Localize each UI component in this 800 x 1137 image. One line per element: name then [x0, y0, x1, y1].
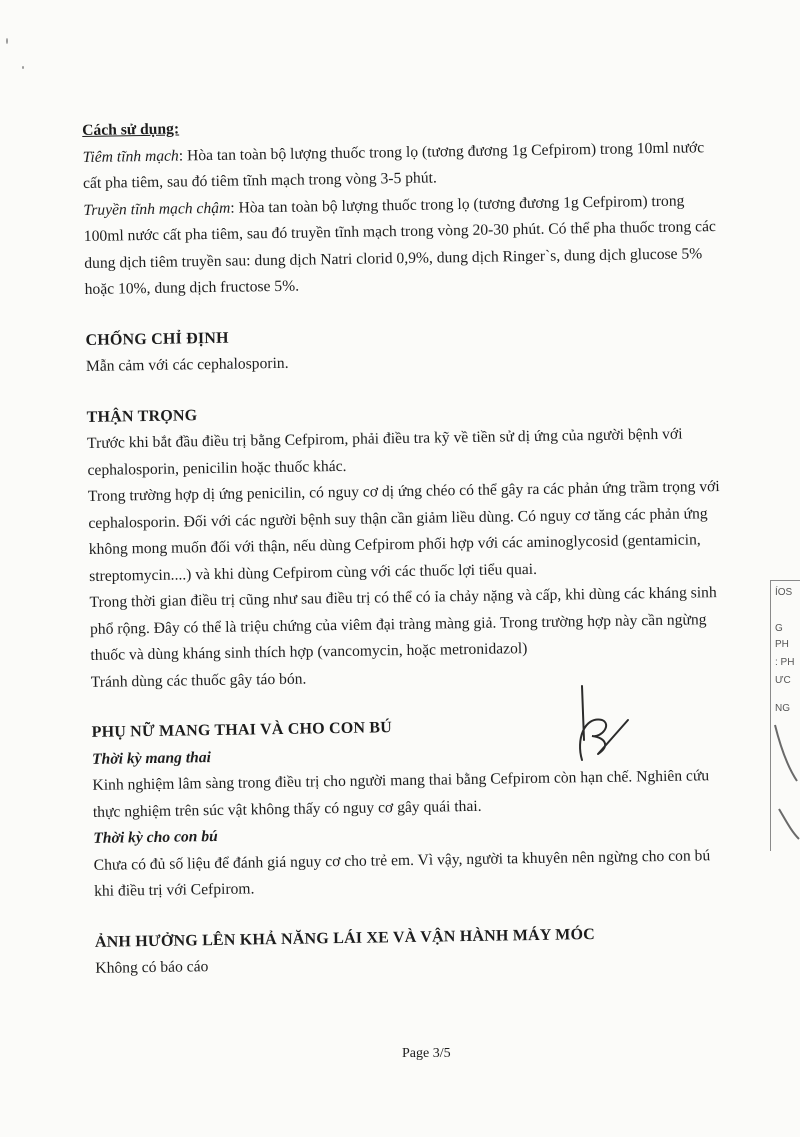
precautions-paragraph-3: Trong thời gian điều trị cũng như sau điều trị có thể có ỉa chảy nặng và cấp, khi dùng các kháng sinh phổ rộng. Đây có thể là triệu chứng của viêm đại tràng màng giả. Trong trường hợp này cần ngừng thuốc và dùng kháng sinh thích hợp (vancomycin, hoặc metronidazol)	[89, 584, 717, 664]
driving-heading: ẢNH HƯỞNG LÊN KHẢ NĂNG LÁI XE VÀ VẬN HÀNH MÁY MÓC	[94, 925, 596, 951]
precautions-paragraph-1: Trước khi bắt đầu điều trị bằng Cefpirom, phải điều tra kỹ về tiền sử dị ứng của người bệnh với cephalosporin, penicilin hoặc thuốc khác.	[86, 425, 683, 479]
usage-infusion-label: Truyền tĩnh mạch chậm	[83, 199, 231, 219]
scan-speck	[22, 66, 24, 69]
stamp-text-5: ƯC	[775, 675, 791, 686]
stamp-text-4: : PH	[775, 657, 795, 668]
usage-iv-text: : Hòa tan toàn bộ lượng thuốc trong lọ (tương đương 1g Cefpirom) trong 10ml nước cất pha tiêm, sau đó tiêm tĩnh mạch trong vòng 3-5 phút.	[82, 138, 705, 192]
lactation-subheading: Thời kỳ cho con bú	[93, 827, 218, 847]
document-body	[82, 108, 736, 982]
stamp-text-1: ÍOS	[775, 587, 793, 598]
stamp-text-2: G	[775, 623, 783, 634]
lactation-text: Chưa có đủ số liệu để đánh giá nguy cơ cho trẻ em. Vì vậy, người ta khuyên nên ngừng cho con bú khi điều trị với Cefpirom.	[93, 846, 711, 900]
precautions-heading: THẬN TRỌNG	[86, 406, 198, 426]
contraindications-text: Mẫn cảm với các cephalosporin.	[85, 354, 289, 375]
pregnancy-text: Kinh nghiệm lâm sàng trong điều trị cho người mang thai bằng Cefpirom còn hạn chế. Nghiên cứu thực nghiệm trên súc vật không thấy có nguy cơ gây quái thai.	[92, 767, 710, 821]
usage-iv-label: Tiêm tĩnh mạch	[82, 146, 179, 166]
usage-infusion-text: : Hòa tan toàn bộ lượng thuốc trong lọ (tương đương 1g Cefpirom) trong 100ml nước cất pha tiêm, sau đó truyền tĩnh mạch trong vòng 20-30 phút. Có thể pha thuốc trong các dung dịch tiêm truyền sau: dung dịch Natri clorid 0,9%, dung dịch Ringer`s, dung dịch glucose 5% hoặc 10%, dung dịch fructose 5%.	[83, 192, 717, 298]
precautions-paragraph-4: Tránh dùng các thuốc gây táo bón.	[90, 670, 307, 691]
usage-heading: Cách sử dụng:	[82, 120, 180, 139]
scan-speck	[6, 38, 8, 44]
pregnancy-heading: PHỤ NỮ MANG THAI VÀ CHO CON BÚ	[91, 719, 393, 741]
stamp-text-3: PH	[775, 639, 789, 650]
driving-text: Không có báo cáo	[95, 958, 209, 977]
usage-infusion-paragraph	[83, 187, 725, 303]
signature-mark	[572, 680, 642, 790]
page-number: Page 3/5	[402, 1046, 451, 1061]
precautions-paragraph-2: Trong trường hợp dị ứng penicilin, có nguy cơ dị ứng chéo có thể gây ra các phản ứng trầm trọng với cephalosporin. Đối với các người bệnh suy thận cần giảm liều dùng. Có nguy cơ tăng các phản ứng không mong muốn đối với thận, nếu dùng Cefpirom phối hợp với các aminoglycosid (gentamicin, streptomycin....) và khi dùng Cefpirom cùng với các thuốc lợi tiểu quai.	[87, 478, 720, 585]
stamp-text-6: NG	[775, 703, 790, 714]
contraindications-heading: CHỐNG CHỈ ĐỊNH	[85, 329, 229, 349]
stamp-fragment	[770, 580, 800, 851]
stamp-curve	[771, 719, 800, 849]
pregnancy-subheading: Thời kỳ mang thai	[91, 748, 212, 768]
